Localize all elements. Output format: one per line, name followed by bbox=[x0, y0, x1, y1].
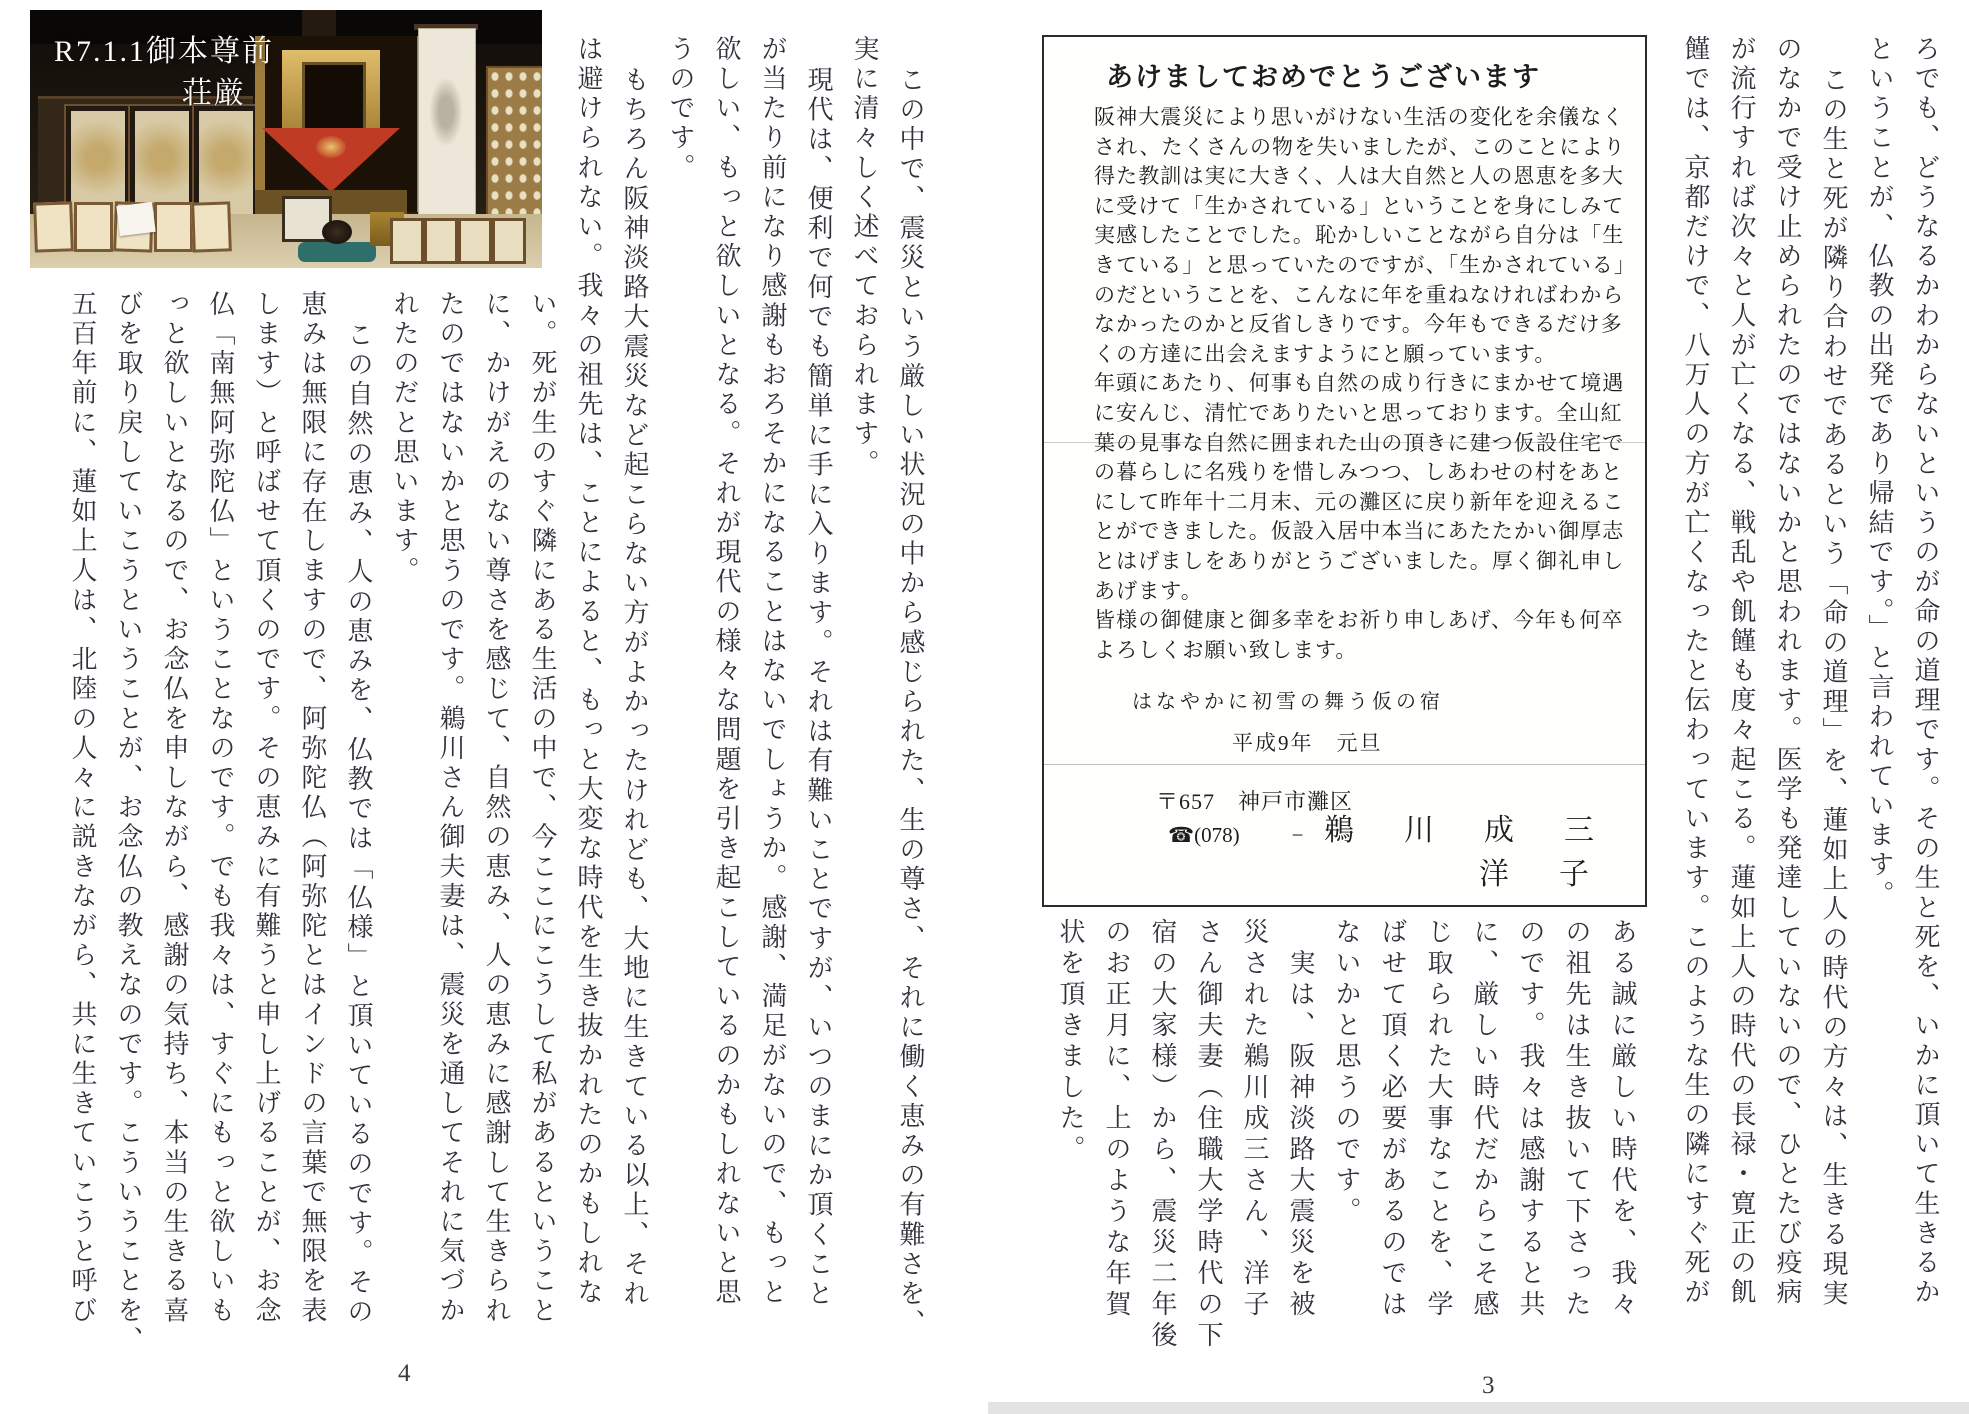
letter-line: され、たくさんの物を失いましたが、このことにより bbox=[1094, 134, 1626, 159]
framed-card bbox=[74, 202, 113, 252]
letter-line: 葉の見事な自然に囲まれた山の頂きに建つ仮設住宅で bbox=[1094, 430, 1625, 455]
letter-signature bbox=[1044, 37, 1645, 905]
text-column: っと欲しいとなるので、お念仏を申しながら、感謝の気持ち、本当の生きる喜 bbox=[160, 290, 189, 1326]
phone-number: (078) bbox=[1194, 823, 1240, 847]
framed-card bbox=[458, 218, 492, 264]
text-column: ばせて頂く必要があるのでは bbox=[1378, 918, 1407, 1321]
framed-card bbox=[390, 218, 424, 264]
scan-edge-artifact bbox=[988, 1402, 1969, 1414]
page3-lower-text bbox=[1047, 918, 1645, 1363]
text-column: ろでも、どうなるかわからないというのが命の道理です。その生と死を、いかに頂いて生きるか bbox=[1911, 35, 1940, 1308]
text-column: じ取られた大事なことを、学 bbox=[1424, 918, 1453, 1321]
text-column: たのではないかと思うのです。鵜川さん御夫妻は、震災を通してそれに気づか bbox=[436, 290, 465, 1326]
page-number-4: 4 bbox=[398, 1360, 411, 1387]
text-column: 欲しい、もっと欲しいとなる。それが現代の様々な問題を引き起こしているのかもしれないと思 bbox=[712, 35, 741, 1308]
page4-lower-text bbox=[59, 290, 565, 1370]
framed-card bbox=[154, 202, 193, 252]
text-column: この中で、震災という厳しい状況の中から感じられた、生の尊さ、それに働く恵みの有難さを、 bbox=[896, 66, 925, 1339]
incense-bowl bbox=[322, 220, 352, 244]
white-card bbox=[116, 202, 155, 236]
text-column: この自然の恵み、人の恵みを、仏教では「仏様」と頂いているのです。その bbox=[344, 321, 373, 1328]
phone-icon: ☎ bbox=[1168, 823, 1195, 847]
hanging-scroll bbox=[418, 28, 476, 218]
text-column: に、かけがえのない尊さを感じて、自然の恵み、人の恵みに感謝して生きられ bbox=[482, 290, 511, 1326]
letter-haiku: はなやかに初雪の舞う仮の宿 bbox=[1132, 691, 1444, 713]
letter-line: とはげましをありがとうございました。厚く御礼申し bbox=[1094, 548, 1625, 573]
photo-caption-line2: 荘厳 bbox=[182, 77, 246, 110]
text-column: れたのだと思います。 bbox=[390, 290, 419, 586]
signature-char: 子 bbox=[1559, 858, 1589, 891]
new-year-greeting-letter bbox=[1042, 35, 1647, 907]
framed-card bbox=[33, 201, 74, 252]
letter-line: くの方達に出会えますようにと願っています。 bbox=[1094, 341, 1557, 366]
text-column: もちろん阪神淡路大震災など起こらない方がよかったけれども、大地に生きている以上、それ bbox=[620, 66, 649, 1310]
photo-caption-line1: R7.1.1御本尊前 bbox=[54, 35, 275, 68]
letter-line: 阪神大震災により思いがけない生活の変化を余儀なく bbox=[1094, 105, 1625, 129]
scan-fold-line bbox=[1044, 764, 1645, 765]
letter-line: 皆様の御健康と御多幸をお祈り申しあげ、今年も何卒 bbox=[1094, 608, 1624, 633]
signature-name-1 bbox=[1324, 805, 1594, 849]
text-column: 災された鵜川成三さん、洋子 bbox=[1240, 918, 1269, 1321]
framed-card bbox=[492, 218, 526, 264]
text-column: のです。我々は感謝すると共 bbox=[1516, 918, 1545, 1321]
page-number-3: 3 bbox=[1482, 1372, 1495, 1399]
framed-card bbox=[191, 201, 232, 252]
framed-card bbox=[424, 218, 458, 264]
letter-date: 平成9年 元旦 bbox=[1232, 731, 1383, 755]
text-column: 恵みは無限に存在しますので、阿弥陀仏（阿弥陀とはインドの言葉で無限を表 bbox=[298, 290, 327, 1326]
text-column: さん御夫妻（住職大学時代の下 bbox=[1194, 918, 1223, 1352]
letter-line: 得た教訓は実に大きく、人は大自然と人の恩恵を多大 bbox=[1094, 164, 1624, 189]
phone-dash: − bbox=[1291, 823, 1304, 847]
scan-fold-line bbox=[1044, 442, 1645, 443]
portrait-panel bbox=[486, 66, 542, 222]
text-column: します）と呼ばせて頂くのです。その恵みに有難うと申し上げることが、お念 bbox=[252, 290, 281, 1326]
letter-line: 実感したことでした。恥かしいことながら自分は「生 bbox=[1094, 223, 1625, 248]
text-column: ある誠に厳しい時代を、我々 bbox=[1608, 918, 1637, 1321]
text-column: 状を頂きました。 bbox=[1056, 918, 1085, 1166]
teal-cushion bbox=[298, 242, 376, 262]
letter-line: よろしくお願い致します。 bbox=[1094, 637, 1358, 662]
text-column: のお正月に、上のような年賀 bbox=[1102, 918, 1131, 1321]
text-column: い。死が生のすぐ隣にある生活の中で、今ここにこうして私があるということ bbox=[528, 290, 557, 1326]
text-column: のなかで受け止められたのではないかと思われます。医学も発達していないので、ひとたび疫病 bbox=[1773, 35, 1802, 1308]
page4-main-text bbox=[565, 35, 933, 1347]
signature-char: 鵜 bbox=[1324, 814, 1354, 847]
text-column: びを取り戻していこうということが、お念仏の教えなのです。こういうことを、 bbox=[114, 290, 143, 1356]
text-column: この生と死が隣り合わせであるという「命の道理」を、蓮如上人の時代の方々は、生きる現実 bbox=[1819, 66, 1848, 1310]
text-column: 五百年前に、蓮如上人は、北陸の人々に説きながら、共に生きていこうと呼び bbox=[68, 290, 97, 1326]
text-column: が流行すれば次々と人が亡くなる、戦乱や飢饉も度々起こる。蓮如上人の時代の長禄・寛正の飢 bbox=[1727, 35, 1756, 1308]
letter-line: なかったのかと反省しきりです。今年もできるだけ多 bbox=[1094, 312, 1623, 337]
text-column: が当たり前になり感謝もおろそかになることはないでしょうか。感謝、満足がないので、もっと bbox=[758, 35, 787, 1308]
letter-line: に受けて「生かされている」ということを身にしみて bbox=[1094, 193, 1625, 218]
letter-line: とができました。仮設入居中本当にあたたかい御厚志 bbox=[1094, 519, 1625, 544]
text-column: に、厳しい時代だからこそ感 bbox=[1470, 918, 1499, 1321]
text-column: 実に清々しく述べておられます。 bbox=[850, 35, 879, 479]
letter-line: の暮らしに名残りを惜しみつつ、しあわせの村をあと bbox=[1094, 460, 1624, 485]
text-column: ないかと思うのです。 bbox=[1332, 918, 1361, 1228]
letter-line: にして昨年十二月末、元の灘区に戻り新年を迎えるこ bbox=[1094, 489, 1625, 514]
signature-char: 成 bbox=[1484, 814, 1514, 847]
letter-postal-address: 〒657 神戸市灘区 bbox=[1156, 789, 1354, 814]
text-column: の祖先は生き抜いて下さった bbox=[1562, 918, 1591, 1321]
text-column: 現代は、便利で何でも簡単に手に入ります。それは有難いことですが、いつのまにか頂くこと bbox=[804, 66, 833, 1310]
signature-char: 洋 bbox=[1479, 858, 1509, 891]
signature-name-2 bbox=[1479, 849, 1589, 893]
text-column: 実は、阪神淡路大震災を被 bbox=[1286, 949, 1315, 1321]
letter-line: 年頭にあたり、何事も自然の成り行きにまかせて境遇 bbox=[1094, 371, 1625, 396]
text-column: ということが、仏教の出発であり帰結です。」と言われています。 bbox=[1865, 35, 1894, 910]
letter-title: あけましておめでとうございます bbox=[1106, 62, 1541, 92]
letter-line: あげます。 bbox=[1094, 578, 1203, 603]
text-column: 饉では、京都だけで、八万人の方が亡くなったと伝わっています。このような生の隣にすぐ死が bbox=[1681, 35, 1710, 1308]
signature-char: 川 bbox=[1404, 814, 1434, 847]
letter-line: のだということを、こんなに年を重ねなければわから bbox=[1094, 282, 1625, 307]
letter-line: に安んじ、清忙でありたいと思っております。全山紅 bbox=[1094, 400, 1623, 425]
text-column: 宿の大家様）から、震災二年後 bbox=[1148, 918, 1177, 1352]
altar-photo bbox=[30, 10, 542, 268]
page3-main-text bbox=[1672, 35, 1948, 1347]
text-column: 仏「南無阿弥陀仏」ということなのです。でも我々は、すぐにもっと欲しいも bbox=[206, 290, 235, 1326]
text-column: は避けられない。我々の祖先は、ことによると、もっと大変な時代を生き抜かれたのかもしれな bbox=[574, 35, 603, 1308]
letter-line: きている」と思っていたのですが、「生かされている」 bbox=[1094, 252, 1636, 277]
signature-char: 三 bbox=[1564, 814, 1594, 847]
cloth-emblem bbox=[316, 136, 346, 158]
text-column: うのです。 bbox=[666, 35, 695, 183]
